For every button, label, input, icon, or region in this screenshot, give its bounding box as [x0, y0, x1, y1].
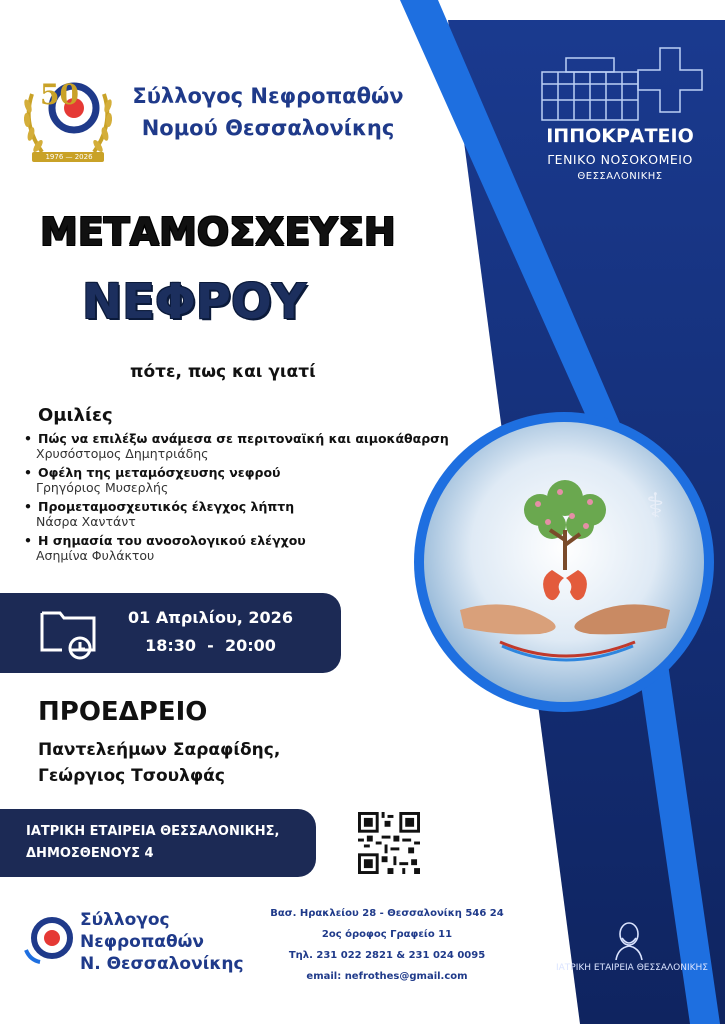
organization-name-line2: Νομού Θεσσαλονίκης: [141, 116, 395, 140]
talk-speaker: Νάσρα Χαντάντ: [36, 514, 136, 529]
talk-speaker: Χρυσόστομος Δημητριάδης: [36, 446, 209, 461]
talk-speaker: Γρηγόριος Μυσερλής: [36, 480, 169, 495]
organization-name: [118, 80, 418, 144]
anniversary-logo: [18, 64, 118, 170]
talk-title: • Οφέλη της μεταμόσχευσης νεφρού: [38, 465, 458, 480]
talk-title: • Προμεταμοσχευτικός έλεγχος λήπτη: [38, 499, 458, 514]
logo-number: 50: [40, 78, 79, 111]
title-line2: ΝΕΦΡΟΥ: [82, 274, 307, 330]
event-date-panel: [0, 593, 341, 673]
footer-org-line1: Σύλλογος: [80, 910, 170, 930]
talk-item: [24, 465, 444, 495]
title-subtitle: πότε, πως και γιατί: [130, 362, 316, 382]
venue-line2: ΔΗΜΟΣΘΕΝΟΥΣ 4: [26, 846, 154, 861]
footer-organization-name: [80, 909, 244, 975]
footer-org-line3: Ν. Θεσσαλονίκης: [80, 954, 244, 974]
hippocrates-bust-icon: [612, 920, 646, 960]
contact-address: Βασ. Ηρακλείου 28 - Θεσσαλονίκη 546 24: [270, 908, 504, 919]
talk-speaker: Ασημίνα Φυλάκτου: [36, 548, 155, 563]
footer-organization-logo: [20, 910, 76, 966]
hospital-subtitle: ΓΕΝΙΚΟ ΝΟΣΟΚΟΜΕΙΟ: [547, 152, 693, 167]
hospital-city: ΘΕΣΣΑΛΟΝΙΚΗΣ: [577, 171, 663, 182]
contact-info: [262, 903, 512, 987]
hospital-name: ΙΠΠΟΚΡΑΤΕΙΟ: [546, 125, 694, 147]
talk-title: • Η σημασία του ανοσολογικού ελέγχου: [38, 533, 458, 548]
talks-heading: Ομιλίες: [38, 405, 113, 426]
talk-item: [24, 533, 444, 563]
presidium-name-2: Γεώργιος Τσουλφάς: [38, 766, 225, 786]
presidium-names: [38, 737, 280, 789]
contact-email[interactable]: email: nefrothes@gmail.com: [306, 971, 468, 982]
talk-title: • Πώς να επιλέξω ανάμεσα σε περιτοναϊκή και αιμοκάθαρση: [38, 431, 458, 446]
event-date: 01 Απριλίου, 2026: [128, 608, 293, 627]
hospital-logo: [536, 44, 706, 124]
presidium-heading: ΠΡΟΕΔΡΕΙΟ: [38, 697, 208, 727]
venue-line1: ΙΑΤΡΙΚΗ ΕΤΑΙΡΕΙΑ ΘΕΣΣΑΛΟΝΙΚΗΣ,: [26, 824, 280, 839]
logo-years: 1976 — 2026: [45, 153, 93, 161]
venue-panel: [0, 809, 316, 877]
talk-item: [24, 431, 449, 461]
talk-item: [24, 499, 444, 529]
calendar-clock-icon: [38, 605, 98, 661]
organization-name-line1: Σύλλογος Νεφροπαθών: [132, 84, 404, 108]
contact-floor: 2ος όροφος Γραφείο 11: [321, 929, 453, 940]
footer-org-line2: Νεφροπαθών: [80, 932, 204, 952]
event-time: 18:30 - 20:00: [145, 636, 276, 655]
title-line1: ΜΕΤΑΜΟΣΧΕΥΣΗ: [40, 210, 396, 254]
qr-code[interactable]: [358, 812, 420, 874]
medical-society-name: ΙΑΤΡΙΚΗ ΕΤΑΙΡΕΙΑ ΘΕΣΣΑΛΟΝΙΚΗΣ: [556, 963, 708, 973]
caduceus-icon: ⚕: [646, 486, 665, 526]
contact-phone: Τηλ. 231 022 2821 & 231 024 0095: [288, 950, 486, 961]
presidium-name-1: Παντελεήμων Σαραφίδης,: [38, 740, 281, 760]
